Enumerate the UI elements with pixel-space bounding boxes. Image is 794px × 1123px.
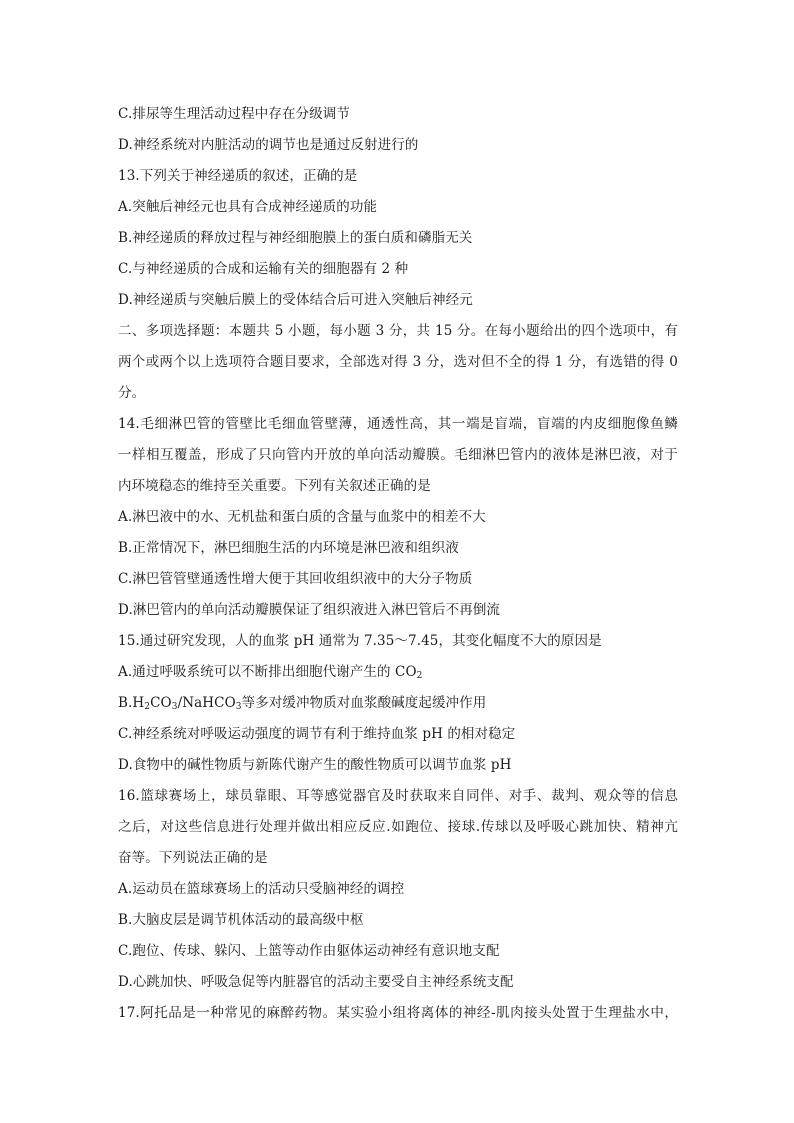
option-13a: A.突触后神经元也具有合成神经递质的功能 — [118, 199, 378, 215]
option-13d: D.神经递质与突触后膜上的受体结合后可进入突触后神经元 — [118, 292, 473, 308]
question-15-stem: 15.通过研究发现，人的血浆 pH 通常为 7.35～7.45，其变化幅度不大的原因是 — [118, 633, 602, 649]
option-15b-part-3: /NaHCO — [177, 695, 236, 711]
option-15b — [118, 693, 678, 713]
option-12c: C.排尿等生理活动过程中存在分级调节 — [118, 106, 350, 122]
option-15b-sub-3: 3 — [235, 702, 242, 712]
option-15a-text: A.通过呼吸系统可以不断排出细胞代谢产生的 CO — [118, 664, 417, 680]
question-14-stem-line-2: 一样相互覆盖，形成了只向管内开放的单向活动瓣膜。毛细淋巴管内的液体是淋巴液，对于 — [118, 447, 678, 463]
option-14b: B.正常情况下，淋巴细胞生活的内环境是淋巴液和组织液 — [118, 540, 459, 556]
question-16-stem-line-1: 16.篮球赛场上，球员靠眼、耳等感觉器官及时获取来自同伴、对手、裁判、观众等的信息 — [118, 788, 678, 804]
option-15b-sub-1: 2 — [144, 702, 151, 712]
option-15d: D.食物中的碱性物质与新陈代谢产生的酸性物质可以调节血浆 pH — [118, 757, 512, 773]
option-16d: D.心跳加快、呼吸急促等内脏器官的活动主要受自主神经系统支配 — [118, 974, 514, 990]
question-14-stem-line-1: 14.毛细淋巴管的管壁比毛细血管壁薄，通透性高，其一端是盲端，盲端的内皮细胞像鱼鳞 — [118, 416, 678, 432]
option-16a: A.运动员在篮球赛场上的活动只受脑神经的调控 — [118, 881, 405, 897]
option-14c: C.淋巴管管壁通透性增大便于其回收组织液中的大分子物质 — [118, 571, 473, 587]
option-13c: C.与神经递质的合成和运输有关的细胞器有 2 种 — [118, 261, 409, 277]
option-15a-subscript: 2 — [416, 671, 423, 681]
option-16c: C.跑位、传球、躲闪、上篮等动作由躯体运动神经有意识地支配 — [118, 943, 500, 959]
option-15b-part-4: 等多对缓冲物质对血浆酸碱度起缓冲作用 — [241, 695, 487, 711]
option-13b: B.神经递质的释放过程与神经细胞膜上的蛋白质和磷脂无关 — [118, 230, 473, 246]
section-2-heading-line-2: 两个或两个以上选项符合题目要求，全部选对得 3 分，选对但不全的得 1 分，有选错的得 0 — [118, 354, 678, 370]
option-15c: C.神经系统对呼吸运动强度的调节有利于维持血浆 pH 的相对稳定 — [118, 726, 516, 742]
option-15a — [118, 662, 678, 682]
question-14-stem-line-3: 内环境稳态的维持至关重要。下列有关叙述正确的是 — [118, 478, 431, 494]
question-16-stem-line-3: 奋等。下列说法正确的是 — [118, 850, 268, 866]
question-17-stem-line-1: 17.阿托品是一种常见的麻醉药物。某实验小组将离体的神经-肌肉接头处置于生理盐水中， — [118, 1005, 678, 1021]
section-2-heading-line-3: 分。 — [118, 385, 146, 401]
question-13-stem: 13.下列关于神经递质的叙述，正确的是 — [118, 168, 358, 184]
question-16-stem-line-2: 之后，对这些信息进行处理并做出相应反应.如跑位、接球.传球以及呼吸心跳加快、精神亢 — [118, 819, 678, 835]
section-2-heading-line-1: 二、多项选择题：本题共 5 小题，每小题 3 分，共 15 分。在每小题给出的四个选项中，有 — [118, 323, 678, 339]
option-14d: D.淋巴管内的单向活动瓣膜保证了组织液进入淋巴管后不再倒流 — [118, 602, 501, 618]
option-15b-prefix: B.H — [118, 695, 145, 711]
option-12d: D.神经系统对内脏活动的调节也是通过反射进行的 — [118, 137, 419, 153]
option-15b-sub-2: 3 — [171, 702, 178, 712]
option-15b-part-2: CO — [150, 695, 172, 711]
option-16b: B.大脑皮层是调节机体活动的最高级中枢 — [118, 912, 364, 928]
option-14a: A.淋巴液中的水、无机盐和蛋白质的含量与血浆中的相差不大 — [118, 509, 486, 525]
